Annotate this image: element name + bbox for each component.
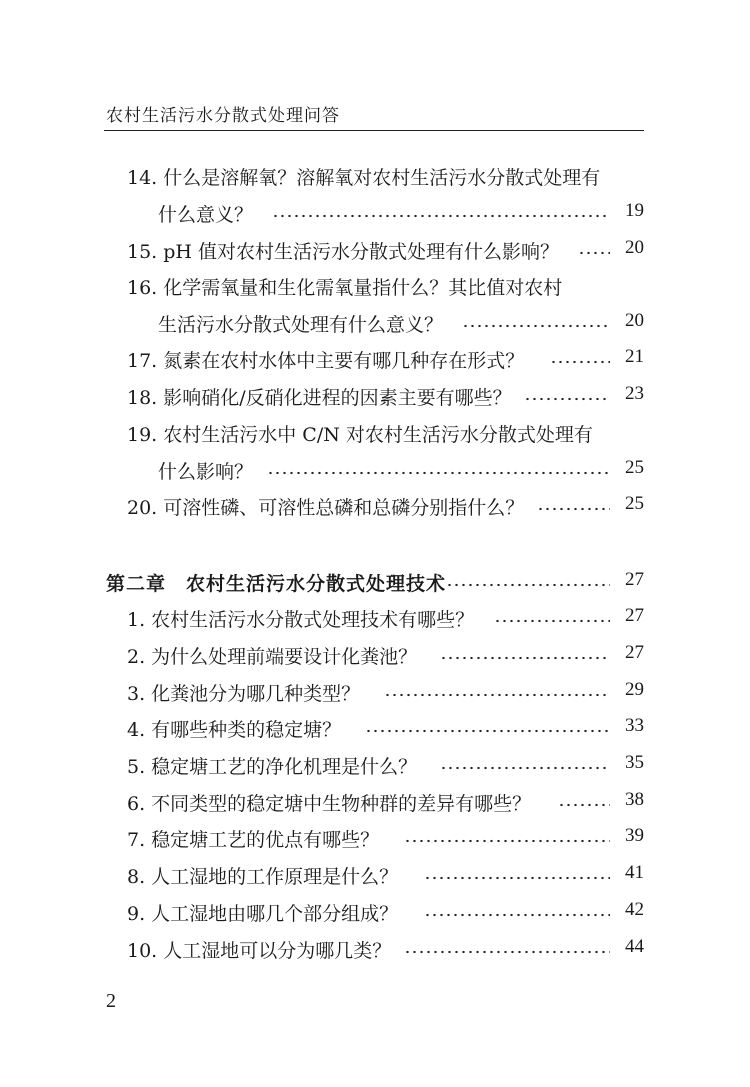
leader-dots xyxy=(424,912,610,918)
toc-entry-text: 生活污水分散式处理有什么意义？ xyxy=(158,314,444,336)
toc-entry-7[interactable] xyxy=(0,825,750,855)
toc-entry-text: 1. 农村生活污水分散式处理技术有哪些？ xyxy=(127,609,475,631)
toc-page-number: 27 xyxy=(625,605,644,626)
toc-page-number: 38 xyxy=(625,789,644,810)
toc-entry-1[interactable] xyxy=(0,605,750,635)
leader-dots xyxy=(524,396,610,402)
toc-entry-text: 18. 影响硝化/反硝化进程的因素主要有哪些？ xyxy=(127,387,512,409)
leader-dots xyxy=(404,949,610,955)
toc-entry-6[interactable] xyxy=(0,789,750,819)
toc-page-number: 20 xyxy=(625,237,644,258)
leader-dots xyxy=(578,250,610,256)
leader-dots xyxy=(404,838,610,844)
toc-page-number: 35 xyxy=(625,752,644,773)
toc-entry-text: 2. 为什么处理前端要设计化粪池？ xyxy=(127,646,418,668)
toc-entry-16[interactable] xyxy=(0,273,750,303)
toc-entry-17[interactable] xyxy=(0,346,750,376)
toc-entry-text: 6. 不同类型的稳定塘中生物种群的差异有哪些？ xyxy=(127,793,532,815)
toc-entry-text: 7. 稳定塘工艺的优点有哪些？ xyxy=(127,829,380,851)
toc-entry-text: 5. 稳定塘工艺的净化机理是什么？ xyxy=(127,756,418,778)
toc-page-number: 27 xyxy=(625,642,644,663)
toc-page-number: 19 xyxy=(625,200,644,221)
leader-dots xyxy=(550,359,610,365)
leader-dots xyxy=(424,875,610,881)
toc-entry-14[interactable] xyxy=(0,163,750,193)
toc-entry-text: 17. 氮素在农村水体中主要有哪几种存在形式？ xyxy=(127,350,525,372)
toc-entry-18[interactable] xyxy=(0,383,750,413)
toc-entry-19-cont[interactable] xyxy=(0,457,750,487)
page-number: 2 xyxy=(106,990,116,1012)
toc-entry-text: 9. 人工湿地由哪几个部分组成？ xyxy=(127,903,399,925)
leader-dots xyxy=(558,802,610,808)
toc-entry-14-cont[interactable] xyxy=(0,200,750,230)
toc-page-number: 21 xyxy=(625,346,644,367)
toc-page-number: 25 xyxy=(625,457,644,478)
leader-dots xyxy=(494,618,610,624)
toc-entry-text: 3. 化粪池分为哪几种类型？ xyxy=(127,683,361,705)
toc-page-number: 33 xyxy=(625,715,644,736)
toc-entry-text: 10. 人工湿地可以分为哪几类？ xyxy=(127,940,392,962)
toc-entry-10[interactable] xyxy=(0,936,750,966)
toc-entry-text: 16. 化学需氧量和生化需氧量指什么？其比值对农村 xyxy=(127,277,563,299)
leader-dots xyxy=(272,213,610,219)
toc-entry-text: 什么影响？ xyxy=(158,461,254,483)
toc-entry-text: 14. 什么是溶解氧？溶解氧对农村生活污水分散式处理有 xyxy=(127,167,601,189)
leader-dots xyxy=(537,506,610,512)
toc-entry-20[interactable] xyxy=(0,493,750,523)
chapter-title: 第二章 农村生活污水分散式处理技术 xyxy=(106,573,447,595)
toc-page-number: 20 xyxy=(625,310,644,331)
leader-dots xyxy=(440,765,610,771)
toc-page-number: 23 xyxy=(625,383,644,404)
toc-entry-text: 20. 可溶性磷、可溶性总磷和总磷分别指什么？ xyxy=(127,497,525,519)
toc-page-number: 27 xyxy=(625,569,644,590)
toc-entry-text: 4. 有哪些种类的稳定塘？ xyxy=(127,719,342,741)
running-header: 农村生活污水分散式处理问答 xyxy=(106,106,340,126)
toc-entry-text: 什么意义？ xyxy=(158,204,254,226)
toc-entry-5[interactable] xyxy=(0,752,750,782)
leader-dots xyxy=(446,582,610,588)
toc-page-number: 29 xyxy=(625,679,644,700)
leader-dots xyxy=(462,323,610,329)
toc-entry-2[interactable] xyxy=(0,642,750,672)
toc-page-number: 41 xyxy=(625,862,644,883)
toc-entry-15[interactable] xyxy=(0,237,750,267)
leader-dots xyxy=(365,728,610,734)
toc-entry-text: 15. pH 值对农村生活污水分散式处理有什么影响？ xyxy=(127,241,560,263)
toc-entry-19[interactable] xyxy=(0,420,750,450)
toc-page-number: 25 xyxy=(625,493,644,514)
toc-entry-16-cont[interactable] xyxy=(0,310,750,340)
toc-page-number: 42 xyxy=(625,899,644,920)
toc-page-number: 44 xyxy=(625,936,644,957)
toc-entry-4[interactable] xyxy=(0,715,750,745)
toc-entry-9[interactable] xyxy=(0,899,750,929)
leader-dots xyxy=(267,470,610,476)
toc-page-number: 39 xyxy=(625,825,644,846)
toc-entry-3[interactable] xyxy=(0,679,750,709)
toc-entry-text: 8. 人工湿地的工作原理是什么？ xyxy=(127,866,399,888)
leader-dots xyxy=(384,692,610,698)
leader-dots xyxy=(440,655,610,661)
toc-entry-8[interactable] xyxy=(0,862,750,892)
toc-entry-text: 19. 农村生活污水中 C/N 对农村生活污水分散式处理有 xyxy=(127,424,593,446)
toc-chapter-2[interactable] xyxy=(0,569,750,599)
